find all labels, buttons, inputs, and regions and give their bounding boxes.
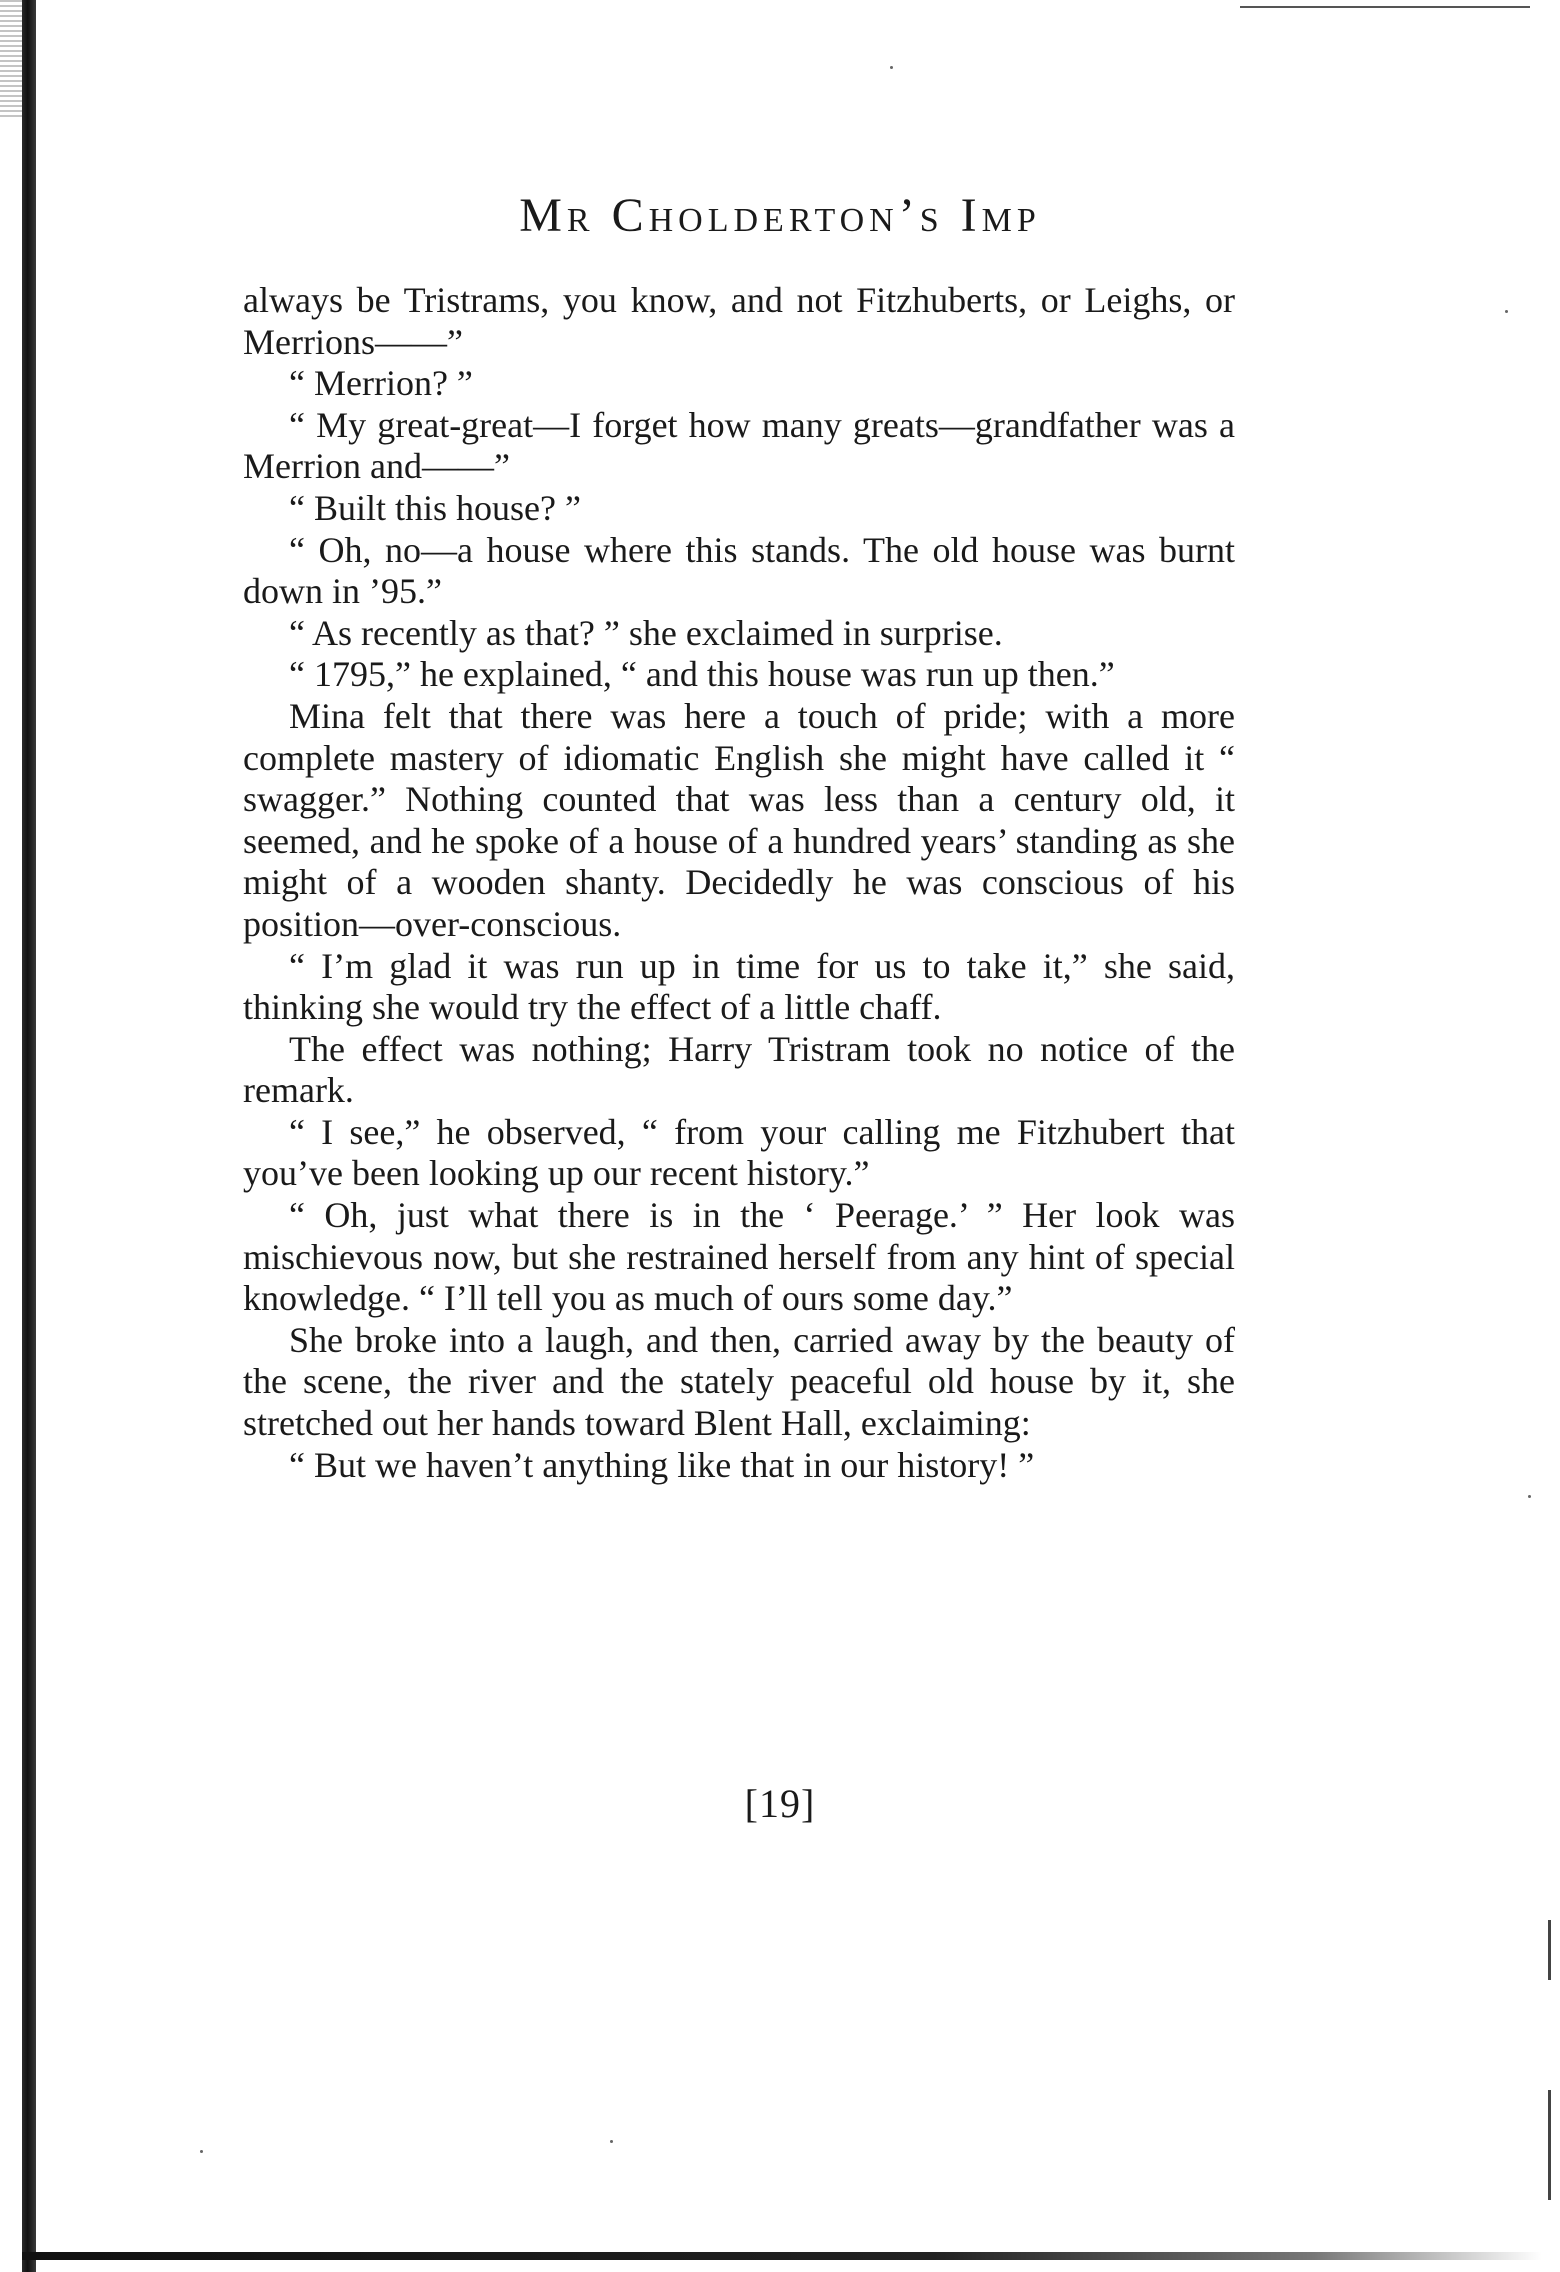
paper-speck <box>890 66 893 69</box>
paragraph: “ I see,” he observed, “ from your calling me Fitzhubert that you’ve been looking up our recent history.” <box>243 1111 1235 1194</box>
paragraph: “ 1795,” he explained, “ and this house was run up then.” <box>289 654 1115 695</box>
page-number: [19] <box>744 1781 816 1826</box>
top-edge-rule <box>1240 6 1530 8</box>
body-text <box>243 280 1235 1486</box>
paragraph: “ Built this house? ” <box>289 487 581 528</box>
right-edge-mark <box>1548 2090 1551 2200</box>
paper-speck <box>610 2140 613 2143</box>
paragraph: “ But we haven’t anything like that in our history! ” <box>289 1444 1035 1485</box>
paragraph: “ I’m glad it was run up in time for us to take it,” she said, thinking she would try the effect of a little chaff. <box>243 945 1235 1028</box>
left-margin-rule <box>22 0 36 2272</box>
binding-shadow <box>0 0 22 120</box>
paper-speck <box>1505 310 1508 313</box>
paper-speck <box>200 2150 203 2153</box>
paragraph: The effect was nothing; Harry Tristram took no notice of the remark. <box>243 1028 1235 1111</box>
paragraph: She broke into a laugh, and then, carried away by the beauty of the scene, the river and the stately peaceful old house by it, she stretched out her hands toward Blent Hall, exclaiming: <box>243 1319 1235 1444</box>
paper-speck <box>1528 1495 1531 1498</box>
paragraph: always be Tristrams, you know, and not Fitzhuberts, or Leighs, or Merrions——” <box>243 280 1235 362</box>
paragraph: Mina felt that there was here a touch of pride; with a more complete mastery of idiomatic English she might have called it “ swagger.” Nothing counted that was less than a century old, it seemed, and he spoke of a house of a hundred years’ standing as she might of a wooden shanty. Decidedly he was conscious of his position—over-conscious. <box>243 695 1235 944</box>
paragraph: “ As recently as that? ” she exclaimed in surprise. <box>289 612 1003 653</box>
running-head: Mr Cholderton’s Imp <box>519 189 1041 242</box>
paragraph: “ My great-great—I forget how many greats—grandfather was a Merrion and——” <box>243 404 1235 487</box>
paragraph: “ Merrion? ” <box>289 363 473 404</box>
paragraph: “ Oh, just what there is in the ‘ Peerage.’ ” Her look was mischievous now, but she restrained herself from any hint of special knowledge. “ I’ll tell you as much of ours some day.” <box>243 1195 1235 1319</box>
bottom-margin-rule <box>22 2252 1542 2260</box>
right-edge-mark <box>1548 1920 1551 1980</box>
paragraph: “ Oh, no—a house where this stands. The old house was burnt down in ’95.” <box>243 529 1235 612</box>
